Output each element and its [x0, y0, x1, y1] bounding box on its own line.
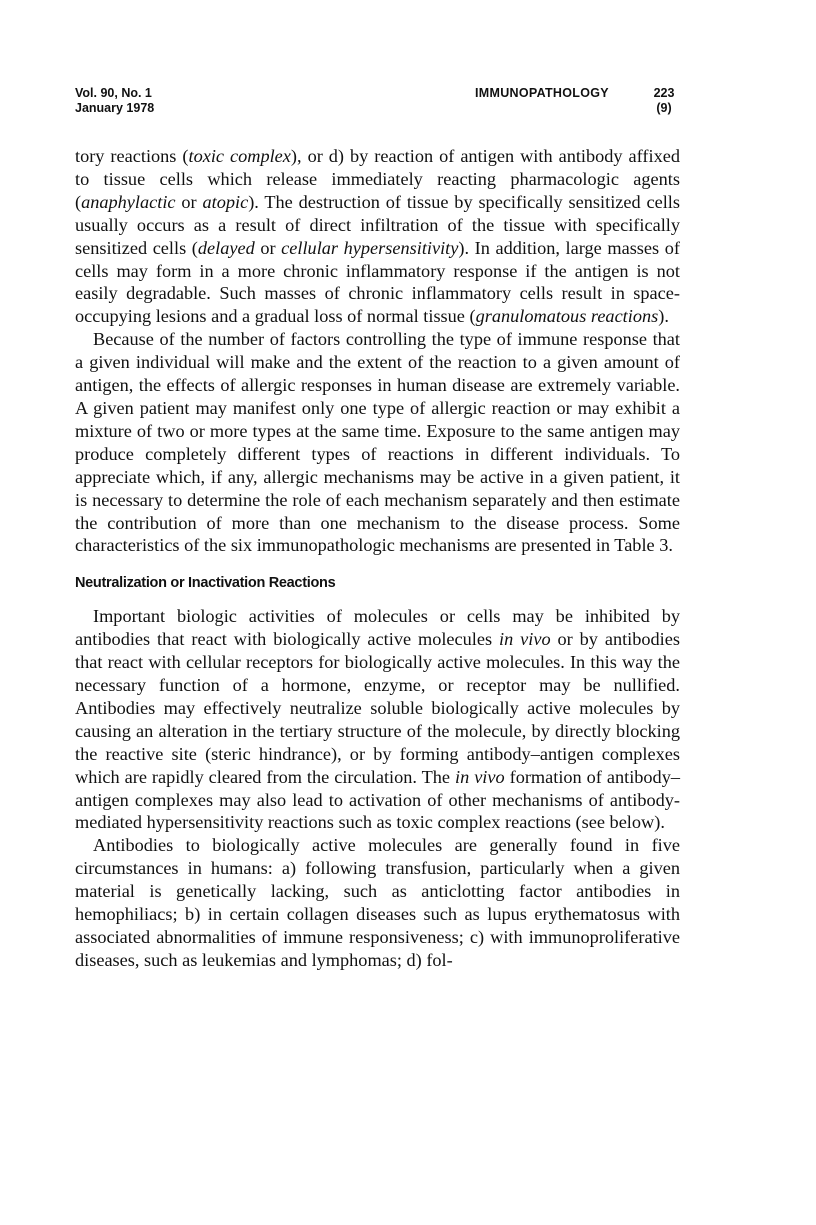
volume-number: Vol. 90, No. 1 [75, 86, 152, 100]
issue-date: January 1978 [75, 101, 155, 115]
paragraph: Important biologic activities of molecules or cells may be inhibited by antibodies that react with biologically active molecules in vivo or by antibodies that react with cellular receptors for biologically active molecules. In this way the necessary function of a hormone, enzyme, or receptor may be nullified. Antibodies may effectively neutralize soluble biologically active molecules by causing an alteration in the tertiary structure of the molecule, by directly blocking the reactive site (steric hindrance), or by forming antibody–antigen complexes which are rapidly cleared from the circulation. The in vivo formation of antibody–antigen complexes may also lead to activation of other mechanisms of antibody-mediated hypersensitivity reactions such as toxic complex reactions (see below). [75, 606, 680, 833]
journal-title: IMMUNOPATHOLOGY [475, 86, 609, 100]
page-number: 223 [653, 86, 675, 100]
issue-info [75, 86, 154, 116]
paragraph: Because of the number of factors controlling the type of immune response that a given individual will make and the extent of the reaction to a given amount of antigen, the effects of allergic responses in human disease are extremely variable. A given patient may manifest only one type of allergic reaction or may exhibit a mixture of two or more types at the same time. Exposure to the same antigen may produce completely different types of reactions in different individuals. To appreciate which, if any, allergic mechanisms may be active in a given patient, it is necessary to determine the role of each mechanism separately and then estimate the contribution of more than one mechanism to the disease process. Some characteristics of the six immunopathologic mechanisms are presented in Table 3. [75, 329, 680, 556]
page-info [649, 86, 679, 116]
running-header [75, 86, 679, 122]
paragraph: Antibodies to biologically active molecules are generally found in five circumstances in humans: a) following transfusion, particularly when a given material is genetically lacking, such as anticlotting factor antibodies in hemophiliacs; b) in certain collagen diseases such as lupus erythematosus with associated abnormalities of immune responsiveness; c) with immunoproliferative diseases, such as leukemias and lymphomas; d) fol- [75, 835, 680, 970]
paragraph: tory reactions (toxic complex), or d) by reaction of antigen with antibody affixed to tissue cells which release immediately reacting pharmacologic agents (anaphylactic or atopic). The destruction of tissue by specifically sensitized cells usually occurs as a result of direct infiltration of the tissue with specifically sensitized cells (delayed or cellular hypersensitivity). In addition, large masses of cells may form in a more chronic inflammatory response if the antigen is not easily degradable. Such masses of chronic inflammatory cells result in space-occupying lesions and a gradual loss of normal tissue (granulomatous reactions). [75, 146, 681, 327]
article-body [75, 145, 680, 972]
page-subnumber: (9) [656, 101, 672, 115]
section-heading: Neutralization or Inactivation Reactions [75, 575, 336, 592]
